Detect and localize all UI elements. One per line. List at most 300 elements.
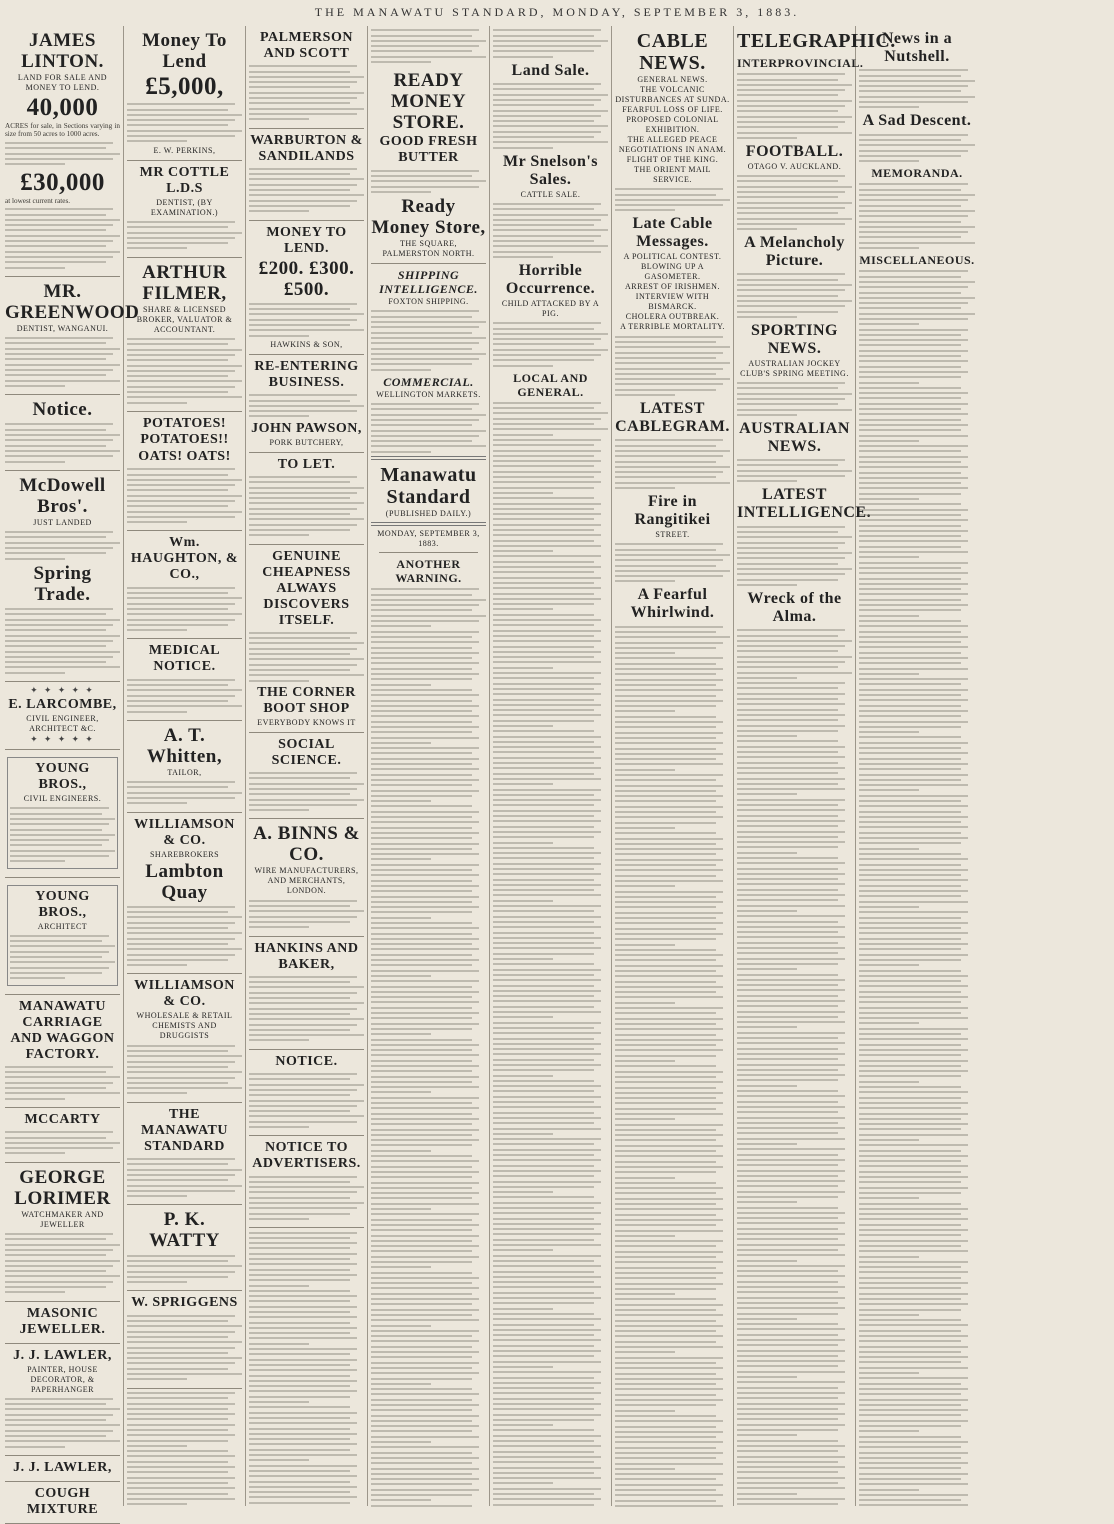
text-line: [371, 917, 431, 919]
text-line: [371, 763, 472, 765]
section-heading: A Melancholy Picture.: [744, 234, 845, 270]
text-line: [493, 1456, 601, 1458]
text-lines: [737, 526, 852, 586]
ad-title: GEORGE LORIMER: [14, 1166, 111, 1209]
text-line: [127, 1445, 187, 1447]
text-line: [493, 115, 601, 117]
text-line: [859, 620, 961, 622]
ad-money-to-lend: [127, 26, 242, 161]
text-line: [371, 321, 486, 323]
text-line: [737, 1323, 838, 1325]
text-line: [371, 1102, 472, 1104]
text-line: [249, 1191, 357, 1193]
text-line: [615, 1118, 675, 1120]
text-line: [371, 1001, 479, 1003]
text-line: [615, 1166, 723, 1168]
text-line: [737, 1111, 838, 1113]
text-line: [615, 357, 716, 359]
text-line: [493, 1435, 601, 1437]
text-line: [371, 1272, 472, 1274]
text-line: [859, 1128, 961, 1130]
text-line: [127, 130, 242, 132]
text-line: [127, 140, 187, 142]
text-lines: [5, 1066, 120, 1100]
text-line: [615, 1150, 716, 1152]
text-line: [859, 821, 961, 823]
text-line: [615, 742, 723, 744]
text-line: [249, 1359, 357, 1361]
text-line: [859, 482, 961, 484]
text-line: [249, 1306, 357, 1308]
ad-subtitle: CIVIL ENGINEERS.: [23, 794, 102, 804]
ad-title: McDowell Bros'.: [19, 474, 106, 517]
text-line: [493, 1043, 601, 1045]
text-line: [127, 1195, 187, 1197]
text-line: [737, 218, 852, 220]
text-line: [859, 1346, 968, 1348]
text-line: [493, 720, 594, 722]
text-line: [371, 1219, 472, 1221]
text-line: [5, 364, 120, 366]
ad-title: E. LARCOMBE,: [8, 697, 117, 713]
text-line: [859, 641, 961, 643]
text-lines: [127, 338, 242, 404]
text-line: [493, 1377, 594, 1379]
text-lines: [249, 1073, 364, 1128]
text-line: [615, 1198, 723, 1200]
text-line: [737, 974, 838, 976]
text-line: [615, 753, 723, 755]
text-line: [737, 894, 845, 896]
ad-lorimer: [5, 1163, 120, 1302]
text-line: [737, 480, 797, 482]
text-line: [615, 1097, 716, 1099]
text-line: [249, 1039, 309, 1041]
text-line: [249, 1274, 357, 1276]
text-line: [737, 1058, 838, 1060]
text-line: [859, 1361, 961, 1363]
text-line: [5, 461, 65, 463]
text-line: [859, 276, 961, 278]
text-line: [615, 965, 723, 967]
text-line: [859, 1335, 968, 1337]
text-line: [737, 730, 838, 732]
text-line: [859, 403, 968, 405]
text-line: [737, 714, 845, 716]
ad-title: ARTHUR FILMER,: [142, 261, 227, 304]
text-lines: [249, 772, 364, 811]
text-line: [249, 200, 357, 202]
text-line: [371, 1129, 479, 1131]
text-line: [493, 1429, 594, 1431]
text-line: [859, 371, 968, 373]
section-heading: MISCELLANEOUS.: [859, 253, 975, 268]
text-line: [249, 1322, 350, 1324]
text-line: [493, 1228, 594, 1230]
text-line: [249, 1247, 350, 1249]
text-line: [371, 906, 479, 908]
text-line: [859, 194, 975, 196]
text-line: [249, 415, 309, 417]
text-line: [10, 967, 109, 969]
text-line: [371, 1436, 479, 1438]
text-line: [737, 1048, 838, 1050]
text-line: [859, 85, 968, 87]
text-line: [493, 619, 601, 621]
text-line: [127, 1179, 228, 1181]
text-line: [371, 853, 479, 855]
ad-social-science: [249, 733, 364, 820]
text-line: [615, 981, 716, 983]
text-line: [859, 906, 919, 908]
text-line: [859, 1165, 968, 1167]
ad-title: Ready Money Store,: [371, 196, 486, 239]
text-line: [5, 267, 65, 269]
text-line: [859, 221, 961, 223]
text-line: [249, 1002, 364, 1004]
text-line: [737, 1085, 797, 1087]
ad-title: RE-ENTERING BUSINESS.: [254, 358, 359, 390]
text-line: [859, 1234, 961, 1236]
text-line: [493, 214, 608, 216]
text-line: [371, 1309, 479, 1311]
text-line: [371, 768, 479, 770]
text-line: [127, 1169, 242, 1171]
text-line: [371, 774, 472, 776]
text-line: [859, 236, 961, 238]
text-line: [5, 531, 113, 533]
text-line: [371, 1256, 479, 1258]
text-line: [859, 1266, 961, 1268]
text-line: [127, 781, 235, 783]
text-line: [737, 1201, 797, 1203]
text-line: [493, 900, 553, 902]
ad-title: NOTICE.: [275, 1053, 338, 1069]
text-line: [249, 194, 364, 196]
text-line: [249, 118, 309, 120]
text-line: [5, 1286, 106, 1288]
text-line: [615, 1346, 723, 1348]
text-line: [493, 224, 594, 226]
text-line: [859, 466, 968, 468]
text-line: [737, 963, 838, 965]
text-line: [371, 1134, 472, 1136]
text-line: [371, 358, 479, 360]
text-line: [493, 794, 594, 796]
text-line: [249, 71, 350, 73]
text-line: [493, 1445, 601, 1447]
text-line: [859, 599, 961, 601]
text-lines: [859, 134, 975, 162]
text-line: [5, 1435, 106, 1437]
text-line: [127, 1271, 235, 1273]
text-line: [493, 1350, 601, 1352]
text-line: [493, 1286, 601, 1288]
section-heading: Land Sale.: [511, 61, 590, 79]
text-line: [249, 1186, 364, 1188]
text-line: [127, 786, 228, 788]
text-line: [371, 403, 479, 405]
text-line: [371, 996, 472, 998]
text-line: [859, 1218, 968, 1220]
text-line: [493, 1398, 594, 1400]
text-line: [249, 1300, 350, 1302]
text-line: [493, 889, 594, 891]
text-line: [371, 705, 479, 707]
text-line: [737, 687, 838, 689]
text-line: [5, 423, 113, 425]
text-line: [5, 147, 106, 149]
text-line: [737, 126, 838, 128]
text-line: [859, 1203, 961, 1205]
text-line: [249, 173, 350, 175]
text-line: [615, 476, 716, 478]
text-line: [859, 1113, 968, 1115]
text-line: [371, 609, 472, 611]
text-line: [859, 710, 968, 712]
text-line: [737, 579, 838, 581]
ad-watty: [127, 1205, 242, 1291]
text-line: [249, 664, 357, 666]
text-line: [493, 343, 594, 345]
text-line: [127, 689, 242, 691]
text-line: [615, 1124, 723, 1126]
text-line: [859, 901, 968, 903]
text-line: [493, 104, 594, 106]
text-line: [371, 369, 431, 371]
ad-title: MONEY TO LEND.: [266, 224, 347, 256]
text-line: [493, 418, 601, 420]
text-line: [371, 1330, 479, 1332]
text-line: [859, 530, 968, 532]
text-line: [615, 944, 675, 946]
text-line: [127, 468, 235, 470]
text-line: [737, 137, 797, 139]
text-lines: [249, 303, 364, 337]
text-line: [493, 481, 601, 483]
text-line: [493, 1488, 601, 1490]
text-line: [371, 56, 486, 58]
text-line: [371, 1425, 479, 1427]
text-line: [249, 916, 357, 918]
text-line: [615, 383, 723, 385]
text-line: [859, 1446, 961, 1448]
text-line: [859, 226, 975, 228]
text-line: [737, 295, 838, 297]
text-line: [737, 1260, 797, 1262]
text-line: [615, 917, 716, 919]
text-line: [615, 785, 723, 787]
text-line: [737, 804, 838, 806]
text-line: [615, 352, 723, 354]
text-line: [737, 756, 845, 758]
text-line: [249, 1290, 350, 1292]
text-line: [127, 1357, 242, 1359]
text-line: [859, 652, 961, 654]
text-line: [249, 1207, 357, 1209]
text-line: [615, 970, 716, 972]
text-line: [5, 208, 113, 210]
text-line: [737, 703, 845, 705]
text-line: [371, 1192, 479, 1194]
text-line: [737, 783, 838, 785]
text-line: [127, 700, 228, 702]
text-line: [859, 1022, 919, 1024]
text-line: [615, 800, 716, 802]
text-line: [127, 489, 228, 491]
text-lines: [615, 188, 730, 211]
text-line: [615, 1505, 723, 1507]
ad-spriggens: [127, 1291, 242, 1388]
text-line: [371, 1298, 479, 1300]
text-line: [859, 199, 968, 201]
text-line: [615, 1500, 716, 1502]
text-line: [859, 789, 919, 791]
text-line: [737, 279, 838, 281]
text-lines: [249, 476, 364, 536]
text-line: [5, 672, 65, 674]
text-line: [249, 1295, 357, 1297]
text-line: [493, 699, 594, 701]
text-line: [737, 557, 845, 559]
text-line: [371, 1388, 472, 1390]
text-line: [493, 804, 594, 806]
text-line: [493, 125, 608, 127]
text-line: [615, 1373, 716, 1375]
text-line: [5, 214, 106, 216]
ad-williamson-sharebrokers: [127, 813, 242, 975]
text-line: [493, 704, 601, 706]
text-lines: [615, 626, 730, 654]
text-line: [737, 778, 845, 780]
text-line: [737, 94, 838, 96]
text-line: [493, 1011, 601, 1013]
text-line: [737, 191, 845, 193]
text-line: [615, 1182, 716, 1184]
text-line: [615, 726, 716, 728]
text-line: [127, 943, 228, 945]
text-line: [249, 1078, 350, 1080]
text-line: [371, 594, 472, 596]
text-line: [859, 874, 961, 876]
text-line: [737, 573, 845, 575]
columns: [2, 26, 1112, 1517]
text-line: [859, 1150, 961, 1152]
text-line: [493, 603, 594, 605]
text-line: [127, 521, 187, 523]
text-line: [859, 408, 961, 410]
text-lines: [737, 459, 852, 482]
text-line: [859, 779, 961, 781]
text-line: [737, 1074, 845, 1076]
text-line: [127, 1185, 242, 1187]
text-line: [615, 996, 723, 998]
text-line: [493, 1223, 601, 1225]
text-line: [127, 226, 228, 228]
text-line: [5, 142, 113, 144]
section-subheading: INTERPROVINCIAL.: [737, 56, 864, 70]
text-line: [10, 839, 109, 841]
ad-medical: [127, 639, 242, 720]
text-line: [493, 412, 608, 414]
text-line: [127, 1163, 228, 1165]
ad-lawler: [5, 1344, 120, 1456]
text-line: [127, 1265, 242, 1267]
text-line: [737, 547, 838, 549]
text-line: [859, 1452, 968, 1454]
column-7: [734, 26, 896, 1506]
text-line: [493, 879, 594, 881]
text-line: [371, 938, 479, 940]
text-line: [859, 932, 968, 934]
text-line: [737, 526, 845, 528]
section-heading: Horrible Occurrence.: [505, 261, 596, 297]
text-line: [5, 629, 106, 631]
text-line: [615, 657, 723, 659]
ad-manawatu-standard: [127, 1103, 242, 1206]
text-line: [737, 883, 845, 885]
text-line: [859, 360, 968, 362]
text-line: [371, 752, 472, 754]
text-line: [493, 428, 608, 430]
text-line: [249, 1311, 350, 1313]
text-line: [493, 1038, 594, 1040]
text-line: [737, 1122, 838, 1124]
text-line: [859, 615, 919, 617]
text-line: [493, 455, 594, 457]
text-line: [371, 440, 472, 442]
text-line: [371, 1266, 431, 1268]
text-line: [859, 519, 968, 521]
text-line: [127, 232, 242, 234]
text-line: [615, 906, 716, 908]
text-line: [737, 212, 838, 214]
text-line: [859, 546, 961, 548]
text-line: [249, 799, 364, 801]
text-line: [493, 1461, 594, 1463]
text-line: [493, 99, 601, 101]
text-line: [371, 790, 479, 792]
text-line: [493, 444, 594, 446]
text-line: [493, 136, 594, 138]
text-line: [615, 642, 723, 644]
text-line: [859, 715, 961, 717]
text-line: [493, 868, 594, 870]
text-line: [493, 757, 601, 759]
text-line: [737, 825, 838, 827]
text-line: [493, 1382, 601, 1384]
text-line: [859, 106, 919, 108]
text-line: [737, 1286, 845, 1288]
text-line: [859, 139, 961, 141]
text-line: [615, 1007, 723, 1009]
text-line: [737, 1281, 838, 1283]
text-line: [859, 242, 975, 244]
text-line: [615, 1113, 723, 1115]
text-line: [493, 229, 608, 231]
text-line: [249, 1433, 357, 1435]
ad-title: A. BINNS & CO.: [253, 823, 360, 866]
text-line: [127, 1368, 228, 1370]
text-line: [371, 943, 472, 945]
text-line: [859, 1489, 919, 1491]
double-rule: [371, 456, 486, 460]
column-3: [246, 26, 368, 1506]
text-line: [493, 921, 594, 923]
ad-title: WILLIAMSON & CO.: [134, 816, 235, 848]
text-line: [493, 1096, 601, 1098]
text-line: [859, 445, 968, 447]
